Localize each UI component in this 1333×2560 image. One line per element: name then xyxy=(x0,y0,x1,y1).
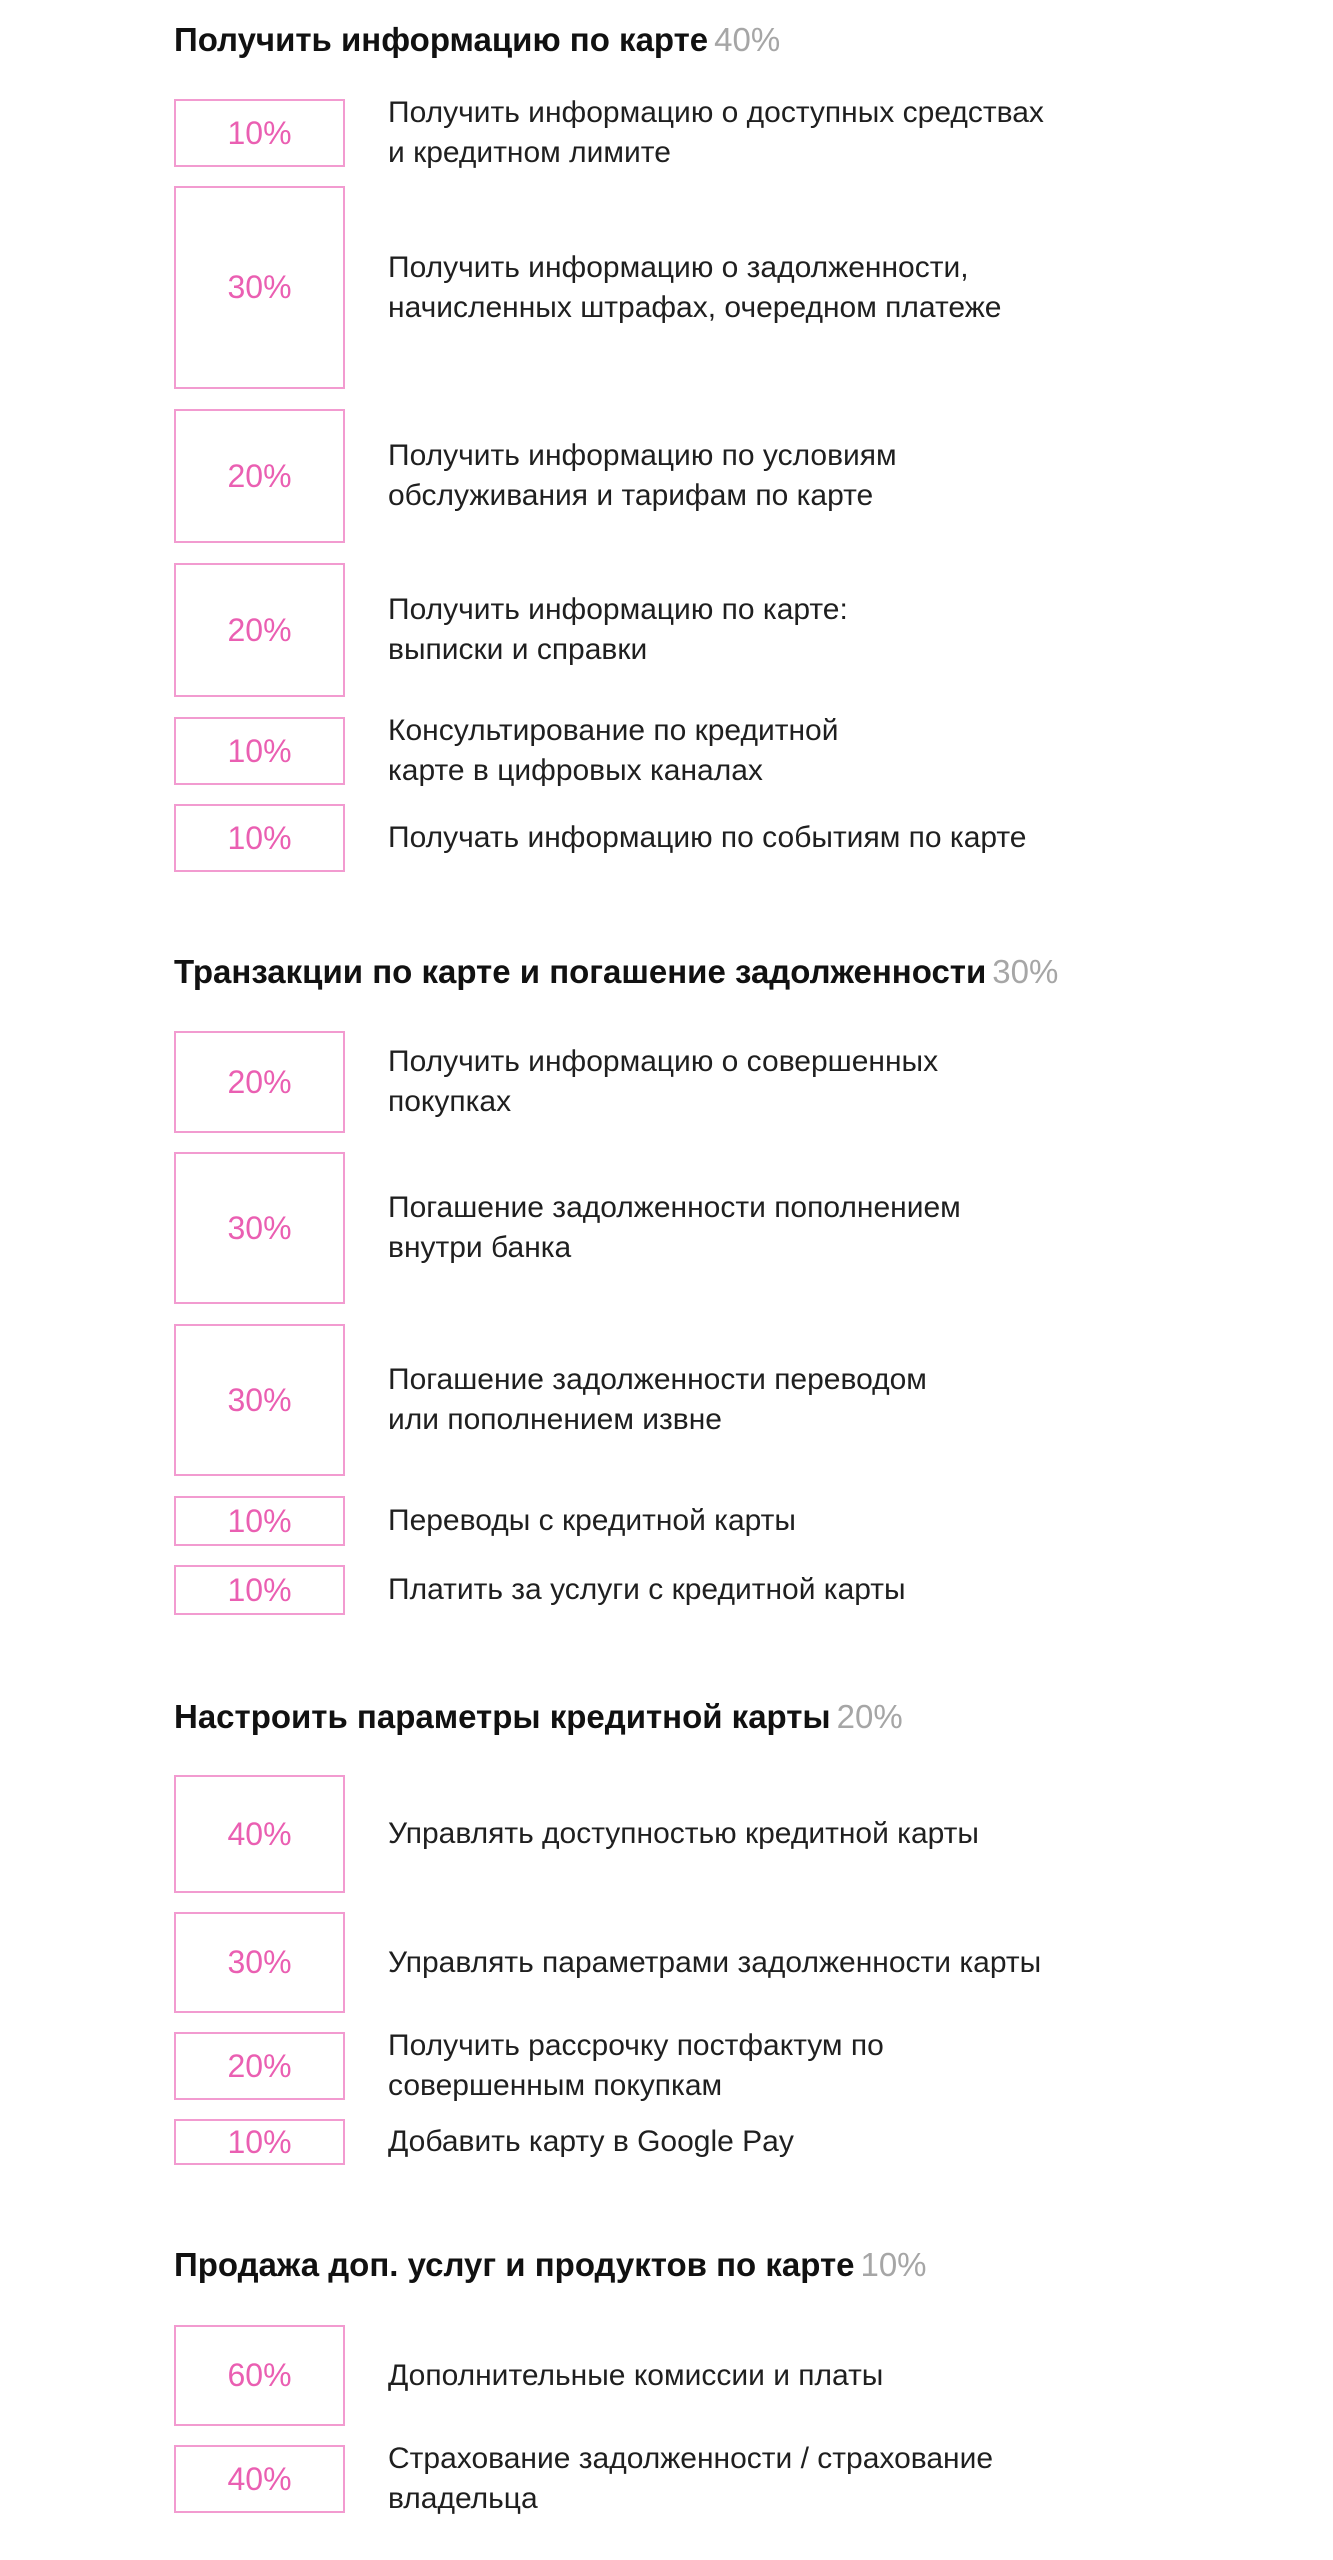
item-text: Получить информацию о задолженности, начисленных штрафах, очередном платеже xyxy=(388,250,1002,324)
list-item xyxy=(174,409,1174,543)
section-title xyxy=(174,2245,927,2285)
percent-box: 30% xyxy=(174,1324,345,1476)
list-item xyxy=(174,1031,1174,1133)
section-title xyxy=(174,20,780,60)
section-title-text: Настроить параметры кредитной карты xyxy=(174,1698,831,1735)
section-title-text: Получить информацию по карте xyxy=(174,21,709,58)
percent-box: 40% xyxy=(174,1775,345,1893)
percent-box: 10% xyxy=(174,1496,345,1546)
percent-box: 10% xyxy=(174,804,345,872)
percent-box: 30% xyxy=(174,1152,345,1304)
section-percent: 40% xyxy=(714,21,781,58)
item-text: Консультирование по кредитной карте в цифровых каналах xyxy=(388,714,839,787)
list-item xyxy=(174,1775,1174,1893)
percent-box: 20% xyxy=(174,2032,345,2100)
list-item xyxy=(174,1912,1174,2013)
item-text: Дополнительные комиссии и платы xyxy=(388,2358,884,2392)
item-text: Погашение задолженности переводом или пополнением извне xyxy=(388,1363,927,1436)
list-item xyxy=(174,1565,1174,1615)
item-text: Получить рассрочку постфактум по совершенным покупкам xyxy=(388,2029,884,2102)
list-item xyxy=(174,2325,1174,2426)
percent-box: 20% xyxy=(174,409,345,543)
percent-box: 30% xyxy=(174,1912,345,2013)
item-text: Погашение задолженности пополнением внутри банка xyxy=(388,1191,961,1264)
list-item xyxy=(174,563,1174,697)
item-text: Платить за услуги с кредитной карты xyxy=(388,1573,906,1606)
section-title-text: Транзакции по карте и погашение задолженности xyxy=(174,953,987,990)
item-text: Добавить карту в Google Pay xyxy=(388,2125,794,2158)
item-text: Управлять доступностью кредитной карты xyxy=(388,1817,979,1850)
percent-box: 20% xyxy=(174,563,345,697)
list-item xyxy=(174,714,1174,787)
item-text: Управлять параметрами задолженности карты xyxy=(388,1945,1042,1979)
item-text: Получать информацию по событиям по карте xyxy=(388,821,1027,854)
section-percent: 10% xyxy=(860,2246,927,2283)
list-item xyxy=(174,2442,1174,2515)
item-text: Получить информацию по карте: выписки и справки xyxy=(388,593,848,666)
item-text: Получить информацию о совершенных покупках xyxy=(388,1045,939,1118)
percent-box: 40% xyxy=(174,2445,345,2513)
list-item xyxy=(174,2119,1174,2165)
item-text: Переводы с кредитной карты xyxy=(388,1504,796,1537)
percent-box: 30% xyxy=(174,186,345,389)
list-item xyxy=(174,96,1174,169)
list-item xyxy=(174,804,1174,872)
percent-box: 10% xyxy=(174,1565,345,1615)
list-item xyxy=(174,1324,1174,1476)
percent-box: 10% xyxy=(174,717,345,785)
percent-box: 10% xyxy=(174,99,345,167)
percent-box: 10% xyxy=(174,2119,345,2165)
section-title xyxy=(174,1697,903,1737)
item-text: Страхование задолженности / страхование владельца xyxy=(388,2442,994,2515)
section-percent: 30% xyxy=(992,953,1059,990)
list-item xyxy=(174,2029,1174,2102)
percent-box: 60% xyxy=(174,2325,345,2426)
item-text: Получить информацию по условиям обслуживания и тарифам по карте xyxy=(388,439,897,512)
section-percent: 20% xyxy=(836,1698,903,1735)
section-title xyxy=(174,952,1058,992)
list-item xyxy=(174,186,1174,389)
item-text: Получить информацию о доступных средствах и кредитном лимите xyxy=(388,96,1044,169)
list-item xyxy=(174,1496,1174,1546)
list-item xyxy=(174,1152,1174,1304)
percent-box: 20% xyxy=(174,1031,345,1133)
section-title-text: Продажа доп. услуг и продуктов по карте xyxy=(174,2246,855,2283)
